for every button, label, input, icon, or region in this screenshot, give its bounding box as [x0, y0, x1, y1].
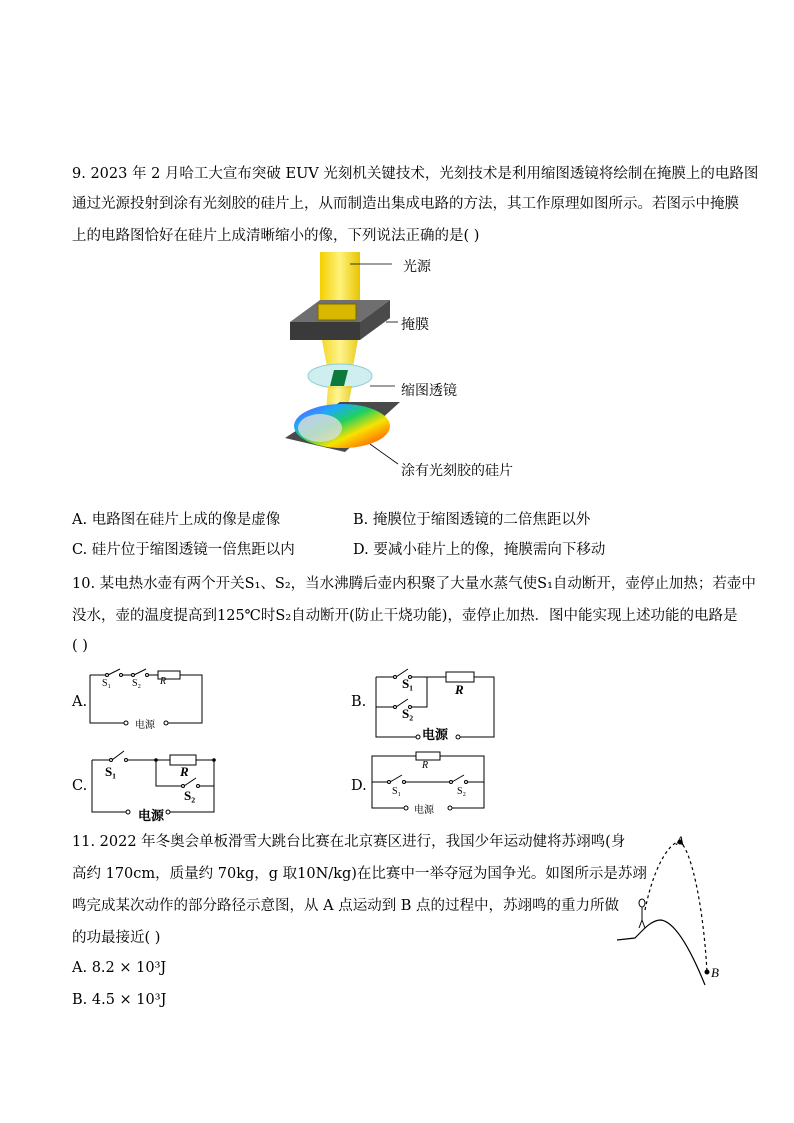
q9-option-c[interactable]: C. 硅片位于缩图透镜一倍焦距以内: [72, 542, 295, 558]
circuit-d-r: R: [422, 760, 429, 771]
circuit-d-s2: S₂: [457, 786, 467, 797]
q11-text-line-4: 的功最接近( ): [72, 930, 161, 946]
circuit-c-s1: S₁: [105, 764, 117, 779]
q10-text-line-1: 10. 某电热水壶有两个开关S₁、S₂，当水沸腾后壶内积聚了大量水蒸气使S₁自动断开，壶停止加热；若壶中: [72, 576, 756, 592]
circuit-a-s1: S₁: [102, 678, 112, 689]
q9-option-a[interactable]: A. 电路图在硅片上成的像是虚像: [72, 512, 281, 528]
label-lens: 缩图透镜: [401, 383, 457, 399]
circuit-a-r: R: [160, 676, 167, 687]
q10-text-line-2: 没水，壶的温度提高到125℃时S₂自动断开(防止干烧功能)，壶停止加热．图中能实现上述功能的电路是: [72, 608, 738, 624]
circuit-a-s2: S₂: [132, 678, 142, 689]
circuit-b-r: R: [455, 682, 464, 697]
circuit-c-s2: S₂: [184, 788, 196, 803]
q10-text-line-3: ( ): [72, 638, 88, 654]
circuit-b-s2: S₂: [402, 706, 414, 721]
circuit-b-power: 电源: [422, 727, 449, 742]
q9-text-line-3: 上的电路图恰好在硅片上成清晰缩小的像，下列说法正确的是( ): [72, 228, 480, 244]
label-wafer: 涂有光刻胶的硅片: [401, 463, 513, 479]
circuit-c-r: R: [180, 764, 189, 779]
q11-option-a[interactable]: A. 8.2 × 10³J: [72, 960, 167, 976]
label-point-a: A: [676, 833, 684, 848]
q11-text-line-1: 11. 2022 年冬奥会单板滑雪大跳台比赛在北京赛区进行，我国少年运动健将苏翊鸣(身: [72, 834, 626, 850]
point-b: [705, 970, 710, 975]
circuit-b-s1: S₁: [402, 676, 414, 691]
q11-text-line-3: 鸣完成某次动作的部分路径示意图，从 A 点运动到 B 点的过程中，苏翊鸣的重力所做: [72, 898, 620, 914]
q9-text-line-2: 通过光源投射到涂有光刻胶的硅片上，从而制造出集成电路的方法，其工作原理如图所示。若图示中掩膜: [72, 196, 739, 212]
circuit-d-power: 电源: [414, 805, 434, 816]
label-mask: 掩膜: [401, 317, 429, 333]
light-beam: [320, 252, 360, 302]
q10-option-a[interactable]: A.: [72, 694, 88, 710]
q9-text-line-1: 9. 2023 年 2 月哈工大宣布突破 EUV 光刻机关键技术，光刻技术是利用缩图透镜将绘制在掩膜上的电路图: [72, 166, 759, 182]
q11-option-b[interactable]: B. 4.5 × 10³J: [72, 992, 167, 1008]
circuit-d-s1: S₁: [392, 786, 402, 797]
q10-option-b[interactable]: B.: [351, 694, 367, 710]
q9-option-d[interactable]: D. 要减小硅片上的像，掩膜需向下移动: [353, 542, 606, 558]
q10-option-d[interactable]: D.: [351, 778, 367, 794]
label-light-source: 光源: [403, 259, 431, 275]
circuit-c-power: 电源: [138, 808, 165, 823]
q10-option-c[interactable]: C.: [72, 778, 88, 794]
q9-option-b[interactable]: B. 掩膜位于缩图透镜的二倍焦距以外: [353, 512, 591, 528]
lithography-diagram: [280, 252, 510, 472]
circuit-a-power: 电源: [135, 720, 155, 731]
q11-text-line-2: 高约 170cm，质量约 70kg，g 取10N/kg)在比赛中一举夺冠为国争光。如图所示是苏翊: [72, 866, 647, 882]
label-point-b: B: [711, 965, 719, 980]
